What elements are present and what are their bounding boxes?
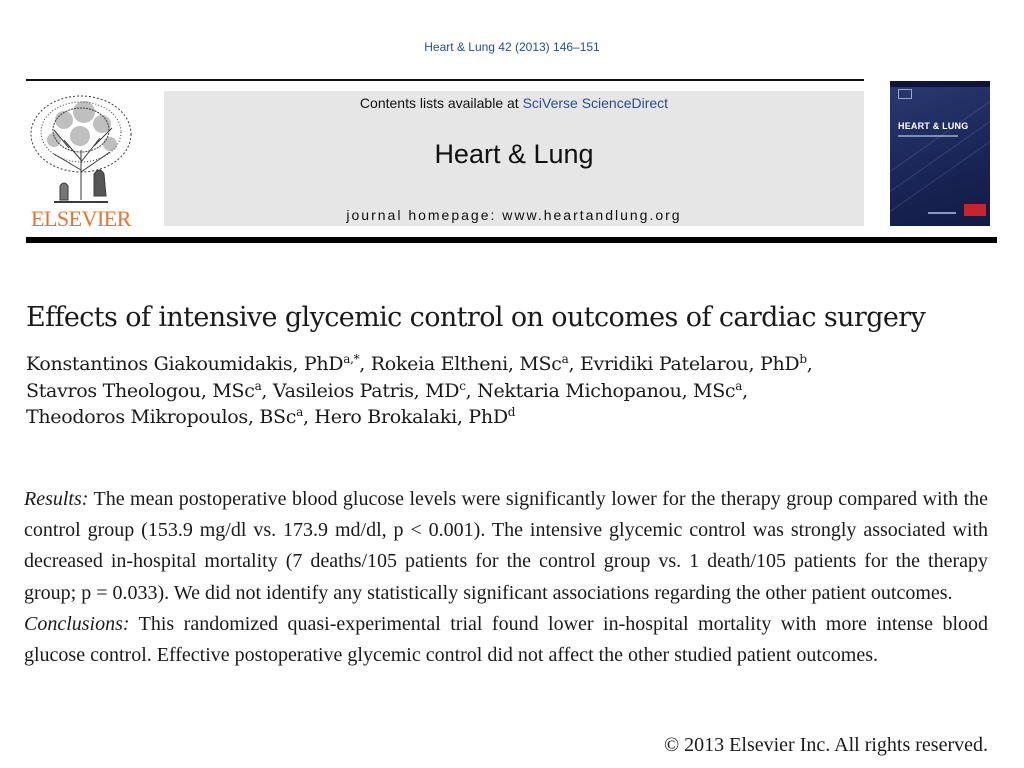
author-affiliation[interactable]: c bbox=[459, 378, 466, 393]
cover-top-bar bbox=[890, 81, 990, 87]
author-affiliation[interactable]: a bbox=[254, 378, 262, 393]
author-separator: , bbox=[261, 379, 273, 402]
author-name[interactable]: Nektaria Michopanou, MSc bbox=[477, 379, 736, 402]
cover-title: HEART & LUNG bbox=[898, 121, 969, 131]
author-name[interactable]: Rokeia Eltheni, MSc bbox=[370, 353, 562, 375]
journal-banner bbox=[164, 91, 864, 226]
results-label: Results: bbox=[24, 488, 89, 510]
contents-prefix: Contents lists available at bbox=[359, 95, 523, 111]
elsevier-logo[interactable] bbox=[24, 90, 138, 230]
elsevier-wordmark: ELSEVIER bbox=[31, 206, 131, 231]
author-line bbox=[26, 404, 986, 431]
author-separator: , bbox=[302, 406, 315, 428]
sciencedirect-link[interactable]: SciVerse ScienceDirect bbox=[522, 95, 669, 111]
author-separator: , bbox=[806, 353, 813, 375]
abstract-results bbox=[24, 484, 988, 609]
results-text: The mean postoperative blood glucose levels were significantly lower for the therapy group compared with the control group (153.9 mg/dl vs. 173.9 md/dl, p < 0.001). The intensive glycemic control was strongly associated with decreased in-hospital mortality (7 deaths/105 patients for the control group vs. 1 death/105 patients for the therapy group; p = 0.033). We did not identify any statistically significant associations regarding the other patient outcomes. bbox=[24, 488, 988, 604]
author-affiliation[interactable]: a bbox=[735, 378, 743, 393]
author-name[interactable]: Vasileios Patris, MD bbox=[272, 379, 460, 402]
author-name[interactable]: Hero Brokalaki, PhD bbox=[314, 406, 508, 428]
conclusions-label: Conclusions: bbox=[24, 612, 130, 635]
author-list bbox=[26, 351, 986, 431]
cover-stripe bbox=[890, 119, 990, 212]
author-name[interactable]: Konstantinos Giakoumidakis, PhD bbox=[26, 353, 344, 375]
author-affiliation[interactable]: b bbox=[799, 352, 807, 366]
article-title: Effects of intensive glycemic control on outcomes of cardiac surgery bbox=[26, 302, 926, 333]
elsevier-tree-icon bbox=[24, 90, 138, 206]
copyright-notice: © 2013 Elsevier Inc. All rights reserved. bbox=[663, 734, 988, 756]
author-line bbox=[26, 378, 986, 405]
author-name[interactable]: Stavros Theologou, MSc bbox=[26, 379, 255, 402]
author-separator: , bbox=[465, 379, 478, 402]
cover-stripe bbox=[890, 99, 990, 192]
journal-name: Heart & Lung bbox=[434, 139, 594, 169]
header-thick-rule bbox=[26, 237, 997, 243]
author-affiliation[interactable]: a bbox=[296, 405, 303, 419]
cover-footer-line bbox=[928, 212, 956, 214]
contents-list-line bbox=[164, 95, 864, 111]
abstract-conclusions bbox=[24, 609, 988, 671]
cover-subtitle-line bbox=[898, 135, 958, 137]
conclusions-text: This randomized quasi-experimental trial found lower in-hospital mortality with more intense blood glucose control. Effective postoperative glycemic control did not affect the other studied patient outcomes. bbox=[24, 612, 988, 667]
header-rule bbox=[26, 79, 864, 81]
author-line bbox=[26, 351, 986, 378]
cover-publisher-mark bbox=[898, 89, 912, 99]
journal-citation[interactable]: Heart & Lung 42 (2013) 146–151 bbox=[424, 40, 600, 54]
author-separator: , bbox=[568, 353, 580, 375]
author-affiliation[interactable]: d bbox=[507, 405, 516, 419]
author-name[interactable]: Theodoros Mikropoulos, BSc bbox=[26, 406, 297, 428]
author-name[interactable]: Evridiki Patelarou, PhD bbox=[579, 353, 800, 375]
journal-cover[interactable] bbox=[890, 81, 990, 226]
author-affiliation[interactable]: a bbox=[561, 352, 569, 366]
abstract bbox=[24, 484, 988, 671]
author-separator: , bbox=[742, 379, 748, 402]
journal-homepage[interactable]: journal homepage: www.heartandlung.org bbox=[346, 207, 682, 223]
author-affiliation[interactable]: a,* bbox=[343, 352, 360, 366]
author-separator: , bbox=[359, 353, 371, 375]
cover-red-badge bbox=[964, 204, 986, 216]
